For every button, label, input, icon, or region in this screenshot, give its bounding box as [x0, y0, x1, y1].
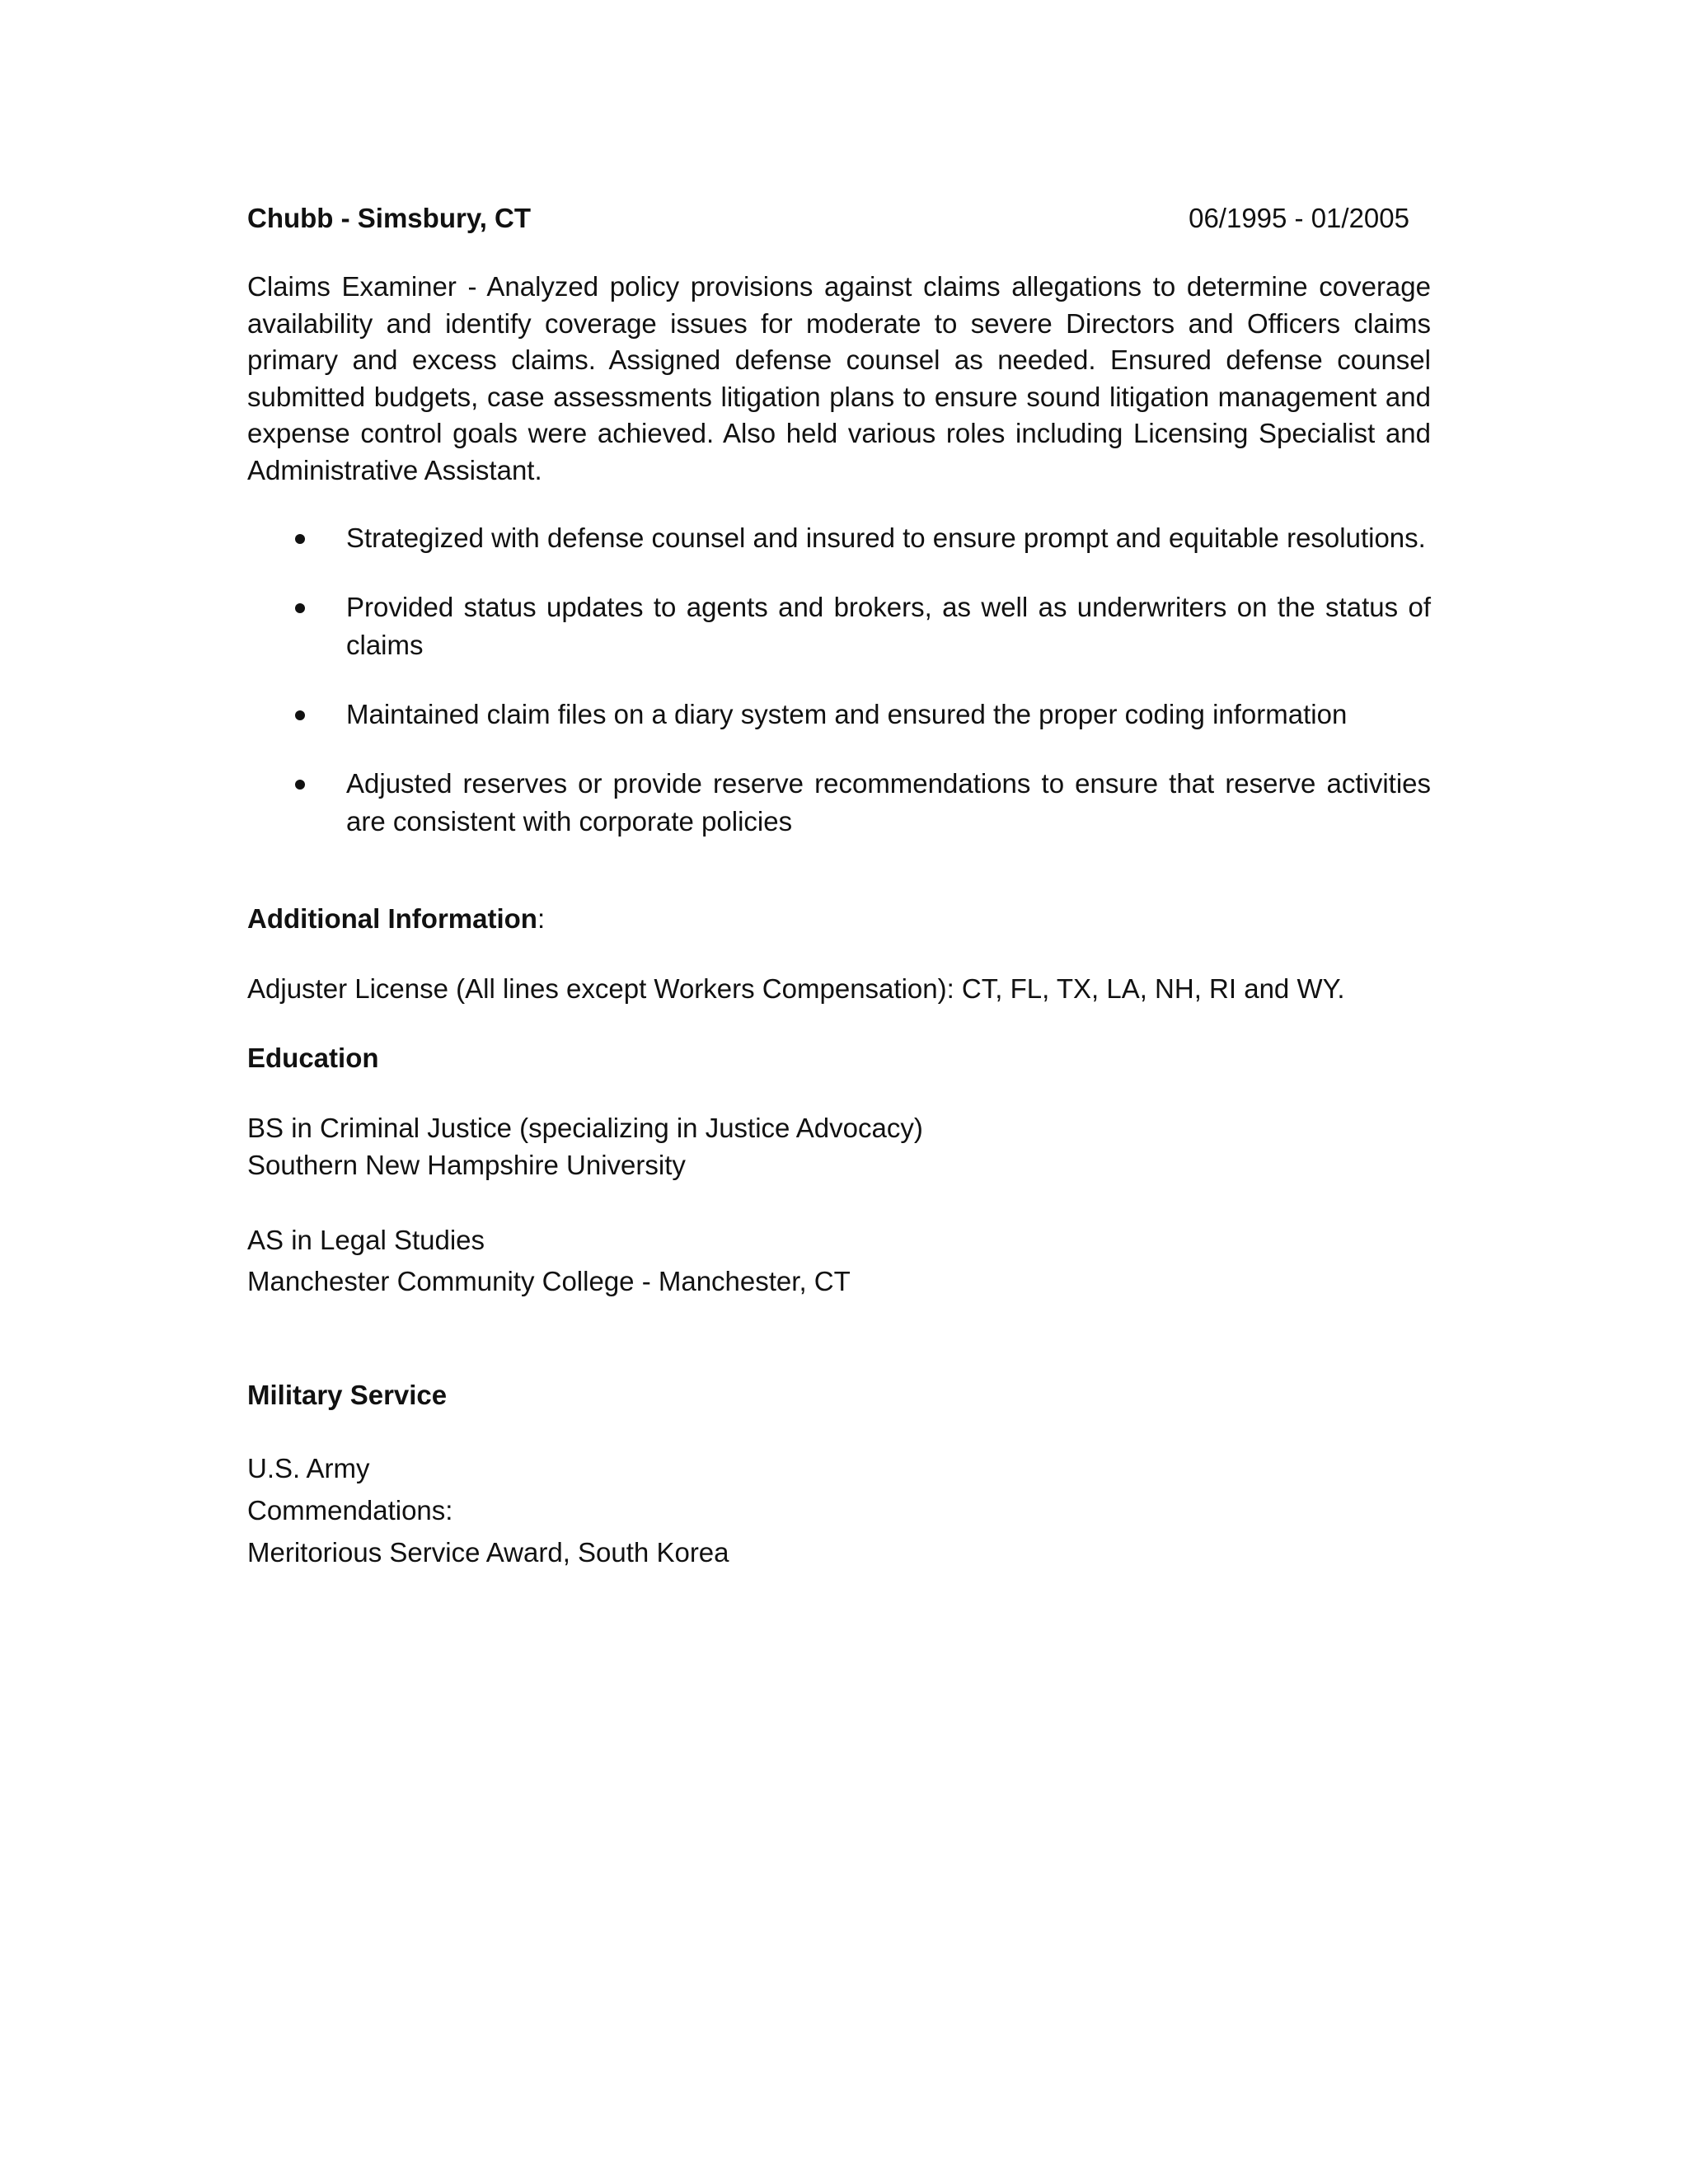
employer-name: Chubb - Simsbury, CT — [247, 203, 532, 233]
degree-title: BS in Criminal Justice (specializing in Justice Advocacy) — [247, 1113, 923, 1143]
award-text: Meritorious Service Award, South Korea — [247, 1537, 729, 1568]
military-heading: Military Service — [247, 1380, 448, 1410]
list-item — [247, 696, 1431, 733]
school-name: Manchester Community College - Manchester, CT — [247, 1266, 851, 1296]
list-item — [247, 519, 1431, 557]
employer-header — [247, 200, 1431, 237]
bullet-text: Maintained claim files on a diary system and ensured the proper coding information — [346, 699, 1348, 729]
military-branch: U.S. Army — [247, 1453, 370, 1483]
degree-title: AS in Legal Studies — [247, 1225, 485, 1255]
education-entry-as — [247, 1220, 1431, 1302]
employment-dates: 06/1995 - 01/2005 — [1189, 203, 1409, 233]
additional-info-heading — [247, 901, 1431, 937]
education-heading: Education — [247, 1043, 379, 1073]
bullet-text: Provided status updates to agents and brokers, as well as underwriters on the status of claims — [346, 592, 1431, 660]
job-summary: Claims Examiner - Analyzed policy provisions against claims allegations to determine coverage availability and identify coverage issues for moderate to severe Directors and Officers claims primary and excess claims. Assigned defense counsel as needed. Ensured defense counsel submitted budgets, case assessments litigation plans to ensure sound litigation management and expense control goals were achieved. Also held various roles including Licensing Specialist and Administrative Assistant. — [247, 271, 1431, 485]
bullet-icon — [295, 710, 305, 720]
bullet-icon — [295, 534, 305, 544]
bullet-text: Strategized with defense counsel and insured to ensure prompt and equitable resolutions. — [346, 523, 1426, 553]
heading-colon: : — [537, 903, 546, 934]
responsibility-list — [247, 519, 1431, 872]
list-item — [247, 765, 1431, 841]
education-entry-bs — [247, 1110, 1431, 1183]
list-item — [247, 588, 1431, 664]
commendations-label: Commendations: — [247, 1495, 453, 1526]
bullet-text: Adjusted reserves or provide reserve recommendations to ensure that reserve activities are consistent with corporate policies — [346, 768, 1431, 837]
adjuster-license: Adjuster License (All lines except Workers Compensation): CT, FL, TX, LA, NH, RI and WY. — [247, 973, 1345, 1004]
bullet-icon — [295, 780, 305, 790]
section-heading: Additional Information — [247, 903, 537, 934]
school-name: Southern New Hampshire University — [247, 1149, 686, 1180]
bullet-icon — [295, 603, 305, 613]
military-details — [247, 1447, 1431, 1573]
